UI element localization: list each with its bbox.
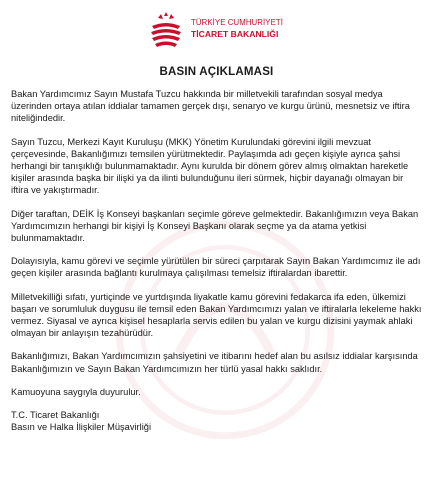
- signature-line-2: Basın ve Halka İlişkiler Müşavirliği: [11, 422, 152, 433]
- paragraph-1: Bakan Yardımcımız Sayın Mustafa Tuzcu hakkında bir milletvekili tarafından sosyal medya üzerinden ortaya atılan iddialar tamamen gerçek dışı, senaryo ve kurgu ürünü, mesnetsiz ve iftira niteliğindedir.: [11, 89, 410, 124]
- paragraph-3: Diğer taraftan, DEİK İş Konseyi başkanları seçimle göreve gelmektedir. Bakanlığımızın veya Bakan Yardımcımızın herhangi bir kişiyi İş Konseyi Başkanı olarak seçme ya da atama yetkisi bulunmamaktadır.: [11, 208, 419, 244]
- signature-line-1: T.C. Ticaret Bakanlığı: [11, 410, 100, 421]
- org-line-1: TÜRKİYE CUMHURİYETİ: [191, 18, 284, 27]
- organization-name: [191, 18, 283, 39]
- document-body: [11, 88, 423, 433]
- paragraph-7: Kamuoyuna saygıyla duyurulur.: [11, 386, 141, 397]
- org-line-2: TİCARET BAKANLIĞI: [191, 29, 279, 39]
- paragraph-2: Sayın Tuzcu, Merkezi Kayıt Kuruluşu (MKK) Yönetim Kurulundaki görevini ilgili mevzuat çerçevesinde, Bakanlığımızı temsilen yürütmektedir. Paylaşımda adı geçen kişiyle ayrıca şahsi herhangi bir tanışıklığı bulunmamaktadır. Aynı kurulda bir dönem görev almış olmaktan hareketle kişiler arasında başka bir ilişki ya da ilinti bulunduğunu ileri sürmek, hiçbir dayanağı olmayan bir iftira ve yakıştırmadır.: [11, 136, 409, 196]
- document-title: BASIN AÇIKLAMASI: [159, 66, 274, 78]
- paragraph-5: Milletvekilliği sıfatı, yurtiçinde ve yurtdışında liyakatle kamu görevini fedakarca ifa eden, ülkemizi başarı ve sorumluluk duygusu ile temsil eden Bakan Yardımcımızı yalan ve iftiralarla lekeleme hakkı vermez. Siyasal ve ayrıca kişisel hesaplarla servis edilen bu yalan ve kurgu dizisini yaymak ahlaki olmayan bir anlayışın tezahürüdür.: [11, 291, 422, 339]
- paragraph-4: Dolayısıyla, kamu görevi ve seçimle yürütülen bir süreci çarpıtarak Sayın Bakan Yardımcımız ile adı geçen kişiler arasında bağlantı kurulmaya çalışılması temelsiz iftiralardan ibarettir.: [11, 256, 421, 279]
- ministry-emblem-icon: [146, 10, 186, 50]
- paragraph-6: Bakanlığımızı, Bakan Yardımcımızın şahsiyetini ve itibarını hedef alan bu asılsız iddialar karşısında Bakanlığımızın ve Sayın Bakan Yardımcımızın her türlü yasal hakkı saklıdır.: [11, 351, 418, 374]
- document-header: [0, 8, 433, 52]
